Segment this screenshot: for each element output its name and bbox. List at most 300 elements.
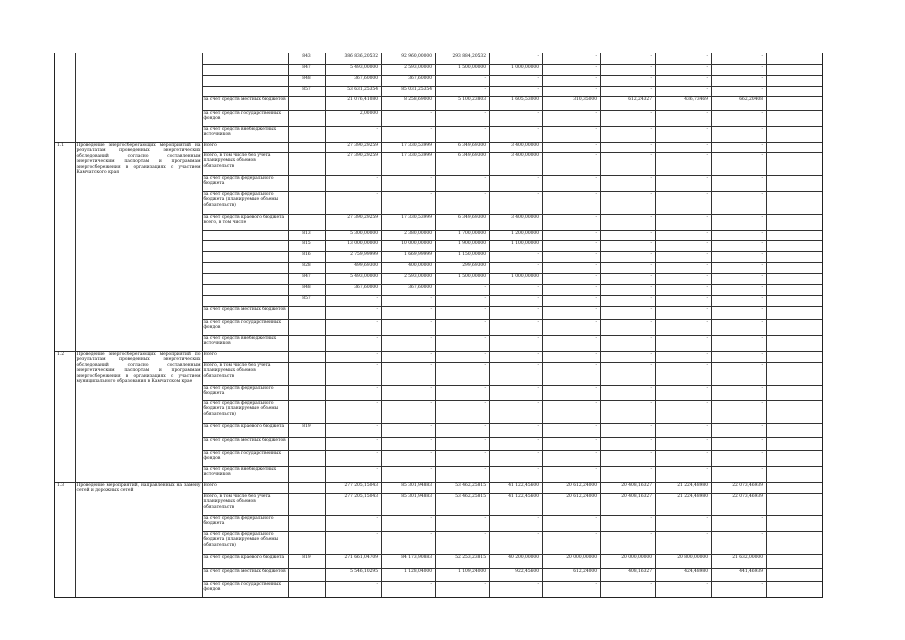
cell-value: - <box>537 451 539 456</box>
cell-value: - <box>595 153 597 158</box>
cell-value: - <box>537 582 539 587</box>
cell-value: 1 150,00000 <box>458 252 486 257</box>
cell-value: - <box>706 296 708 301</box>
cell-value: - <box>761 582 763 587</box>
budget-code: 828 <box>302 263 311 268</box>
funding-source-label: за счет средств федерального бюджета (планируемые объемы обязательств) <box>203 192 279 208</box>
cell-value: 6 349,69300 <box>458 215 486 220</box>
funding-source-label: за счет средств федерального бюджета <box>203 516 274 527</box>
cell-value: - <box>706 54 708 59</box>
cell-value: - <box>484 111 486 116</box>
cell-value: - <box>595 401 597 406</box>
cell-value: - <box>650 438 652 443</box>
cell-value: - <box>650 532 652 537</box>
cell-value: - <box>706 424 708 429</box>
cell-value: - <box>537 424 539 429</box>
cell-value: - <box>430 192 432 197</box>
funding-source-label: за счет средств местных бюджетов <box>203 438 286 443</box>
cell-value: - <box>761 424 763 429</box>
cell-value: 1 000,00000 <box>511 274 539 279</box>
funding-source-label: за счет средств государственных фондов <box>203 111 281 122</box>
cell-value: - <box>706 363 708 368</box>
cell-value: - <box>376 424 378 429</box>
cell-value: - <box>650 274 652 279</box>
cell-value: - <box>595 336 597 341</box>
cell-value: 13 000,00000 <box>347 241 378 246</box>
cell-value: - <box>650 467 652 472</box>
cell-value: 1 128,04000 <box>404 569 432 574</box>
cell-value: 10 000,00000 <box>401 241 432 246</box>
cell-value: 27 390,29259 <box>347 153 378 158</box>
cell-value: - <box>537 386 539 391</box>
cell-value: - <box>761 153 763 158</box>
cell-value: 5 546,10295 <box>350 569 378 574</box>
cell-value: - <box>650 87 652 92</box>
cell-value: 5 493,00000 <box>350 274 378 279</box>
cell-value: - <box>537 438 539 443</box>
funding-source-label: за счет средств внебюджетных источников <box>203 127 277 138</box>
cell-value: - <box>761 76 763 81</box>
cell-value: - <box>706 401 708 406</box>
cell-value: - <box>706 111 708 116</box>
funding-source-label: за счет средств государственных фондов <box>203 582 281 593</box>
cell-value: 386 836,20532 <box>344 54 378 59</box>
cell-value: - <box>650 401 652 406</box>
cell-value: 53 462,25815 <box>455 483 486 488</box>
cell-value: - <box>430 352 432 357</box>
cell-value: - <box>706 127 708 132</box>
cell-value: - <box>706 451 708 456</box>
cell-value: - <box>650 285 652 290</box>
cell-value: 20 408,16327 <box>621 494 652 499</box>
cell-value: 3 400,00000 <box>511 215 539 220</box>
cell-value: 922,45600 <box>515 569 539 574</box>
cell-value: 310,35000 <box>573 97 597 102</box>
cell-value: 22 073,46939 <box>732 483 763 488</box>
budget-code: 857 <box>302 296 311 301</box>
budget-code: 813 <box>302 231 311 236</box>
cell-value: - <box>595 516 597 521</box>
cell-value: 499,69300 <box>354 263 378 268</box>
cell-value: - <box>595 386 597 391</box>
cell-value: - <box>761 87 763 92</box>
cell-value: - <box>761 231 763 236</box>
cell-value: 5 493,00000 <box>350 65 378 70</box>
cell-value: 41 122,45600 <box>508 494 539 499</box>
cell-value: - <box>484 76 486 81</box>
cell-value: - <box>537 176 539 181</box>
cell-value: - <box>430 532 432 537</box>
cell-value: - <box>484 176 486 181</box>
cell-value: 27 390,29259 <box>347 143 378 148</box>
cell-value: 3 400,00000 <box>511 143 539 148</box>
cell-value: - <box>595 274 597 279</box>
cell-value: - <box>537 127 539 132</box>
funding-source-label: Всего <box>203 143 217 148</box>
cell-value: - <box>706 438 708 443</box>
cell-value: - <box>430 401 432 406</box>
cell-value: - <box>761 127 763 132</box>
cell-value: - <box>650 153 652 158</box>
cell-value: - <box>537 285 539 290</box>
cell-value: - <box>650 65 652 70</box>
cell-value: - <box>595 296 597 301</box>
cell-value: - <box>484 363 486 368</box>
cell-value: 21 224,48980 <box>677 494 708 499</box>
cell-value: 367,60000 <box>408 285 432 290</box>
cell-value: - <box>376 127 378 132</box>
cell-value: - <box>761 336 763 341</box>
cell-value: 367,60000 <box>354 76 378 81</box>
budget-code: 815 <box>302 241 311 246</box>
cell-value: - <box>484 192 486 197</box>
budget-code: 847 <box>302 65 311 70</box>
cell-value: - <box>484 438 486 443</box>
cell-value: - <box>650 424 652 429</box>
cell-value: - <box>706 192 708 197</box>
funding-source-label: за счет средств местных бюджетов <box>203 307 286 312</box>
cell-value: - <box>761 143 763 148</box>
cell-value: - <box>484 582 486 587</box>
cell-value: - <box>430 307 432 312</box>
cell-value: - <box>376 352 378 357</box>
cell-value: - <box>484 516 486 521</box>
cell-value: - <box>430 320 432 325</box>
cell-value: 85 301,94883 <box>401 483 432 488</box>
cell-value: - <box>650 76 652 81</box>
cell-value: - <box>376 467 378 472</box>
cell-value: - <box>761 467 763 472</box>
cell-value: - <box>650 386 652 391</box>
cell-value: - <box>537 467 539 472</box>
budget-code: 848 <box>302 76 311 81</box>
cell-value: - <box>706 263 708 268</box>
cell-value: - <box>430 363 432 368</box>
cell-value: - <box>761 192 763 197</box>
cell-value: - <box>706 87 708 92</box>
cell-value: - <box>761 451 763 456</box>
cell-value: - <box>650 143 652 148</box>
cell-value: 2 380,00000 <box>404 231 432 236</box>
budget-code: 843 <box>302 54 311 59</box>
cell-value: 367,60000 <box>408 76 432 81</box>
cell-value: - <box>761 386 763 391</box>
cell-value: - <box>595 424 597 429</box>
cell-value: - <box>537 363 539 368</box>
cell-value: - <box>376 336 378 341</box>
cell-value: - <box>537 192 539 197</box>
funding-source-label: Всего, в том числе без учета планируемых объемов обязательств <box>203 494 271 510</box>
cell-value: - <box>430 451 432 456</box>
cell-value: - <box>706 252 708 257</box>
cell-value: - <box>537 54 539 59</box>
cell-value: - <box>706 582 708 587</box>
cell-value: 5 100,23803 <box>458 97 486 102</box>
cell-value: - <box>537 252 539 257</box>
cell-value: - <box>430 111 432 116</box>
cell-value: - <box>376 582 378 587</box>
cell-value: 1 700,00000 <box>458 231 486 236</box>
cell-value: - <box>595 307 597 312</box>
cell-value: - <box>761 307 763 312</box>
cell-value: - <box>376 386 378 391</box>
cell-value: - <box>484 285 486 290</box>
cell-value: - <box>595 451 597 456</box>
cell-value: 277 205,15043 <box>344 494 378 499</box>
section-number: 1.1 <box>57 143 64 148</box>
cell-value: 2 593,00000 <box>404 65 432 70</box>
cell-value: - <box>537 532 539 537</box>
funding-source-label: Всего, в том числе без учета планируемых объемов обязательств <box>203 363 271 379</box>
cell-value: - <box>761 111 763 116</box>
cell-value: - <box>761 252 763 257</box>
budget-code: 819 <box>302 424 311 429</box>
cell-value: - <box>484 532 486 537</box>
cell-value: - <box>484 467 486 472</box>
cell-value: 1 000,00000 <box>511 65 539 70</box>
cell-value: 1 605,53000 <box>511 97 539 102</box>
cell-value: 1 109,24000 <box>458 569 486 574</box>
cell-value: - <box>430 516 432 521</box>
cell-value: - <box>430 386 432 391</box>
funding-source-label: за счет средств краевого бюджета <box>203 555 285 560</box>
cell-value: - <box>430 127 432 132</box>
cell-value: - <box>706 143 708 148</box>
cell-value: - <box>376 451 378 456</box>
cell-value: - <box>595 320 597 325</box>
cell-value: - <box>650 307 652 312</box>
cell-value: - <box>484 451 486 456</box>
funding-source-label: Всего <box>203 352 217 357</box>
funding-source-label: за счет средств местных бюджетов <box>203 97 286 102</box>
cell-value: - <box>537 307 539 312</box>
cell-value: - <box>761 65 763 70</box>
cell-value: - <box>761 516 763 521</box>
cell-value: - <box>595 192 597 197</box>
cell-value: 21 632,00000 <box>732 555 763 560</box>
cell-value: - <box>761 532 763 537</box>
cell-value: - <box>595 231 597 236</box>
funding-source-label: Всего <box>203 483 217 488</box>
cell-value: 17 330,53999 <box>401 215 432 220</box>
cell-value: - <box>650 363 652 368</box>
cell-value: - <box>706 231 708 236</box>
funding-source-label: за счет средств государственных фондов <box>203 451 281 462</box>
cell-value: - <box>650 231 652 236</box>
cell-value: - <box>650 176 652 181</box>
cell-value: - <box>650 352 652 357</box>
cell-value: - <box>376 176 378 181</box>
funding-source-label: за счет средств краевого бюджета всего, в том числе <box>203 215 285 226</box>
cell-value: - <box>430 438 432 443</box>
cell-value: 612,24000 <box>573 569 597 574</box>
cell-value: 20 612,24000 <box>566 494 597 499</box>
cell-value: 293 884,20532 <box>452 54 486 59</box>
cell-value: - <box>595 363 597 368</box>
funding-source-label: за счет средств краевого бюджета <box>203 424 285 429</box>
cell-value: - <box>650 320 652 325</box>
cell-value: 367,60000 <box>354 285 378 290</box>
cell-value: - <box>537 263 539 268</box>
cell-value: - <box>761 274 763 279</box>
cell-value: - <box>706 386 708 391</box>
cell-value: 20 000,00000 <box>621 555 652 560</box>
cell-value: - <box>537 87 539 92</box>
cell-value: 1 500,00000 <box>458 274 486 279</box>
cell-value: 53 631,25354 <box>347 87 378 92</box>
cell-value: 424,48980 <box>684 569 708 574</box>
cell-value: 85 301,94883 <box>401 494 432 499</box>
cell-value: 612,24327 <box>628 97 652 102</box>
cell-value: 21 224,48980 <box>677 483 708 488</box>
cell-value: - <box>537 336 539 341</box>
cell-value: 17 330,53999 <box>401 153 432 158</box>
cell-value: 1 500,00000 <box>458 65 486 70</box>
cell-value: - <box>595 54 597 59</box>
cell-value: - <box>595 438 597 443</box>
cell-value: 21 076,41080 <box>347 97 378 102</box>
cell-value: - <box>761 352 763 357</box>
cell-value: 20 800,00000 <box>677 555 708 560</box>
cell-value: - <box>484 296 486 301</box>
cell-value: 8 258,69000 <box>404 97 432 102</box>
cell-value: 1 200,00000 <box>511 231 539 236</box>
cell-value: - <box>430 336 432 341</box>
cell-value: - <box>761 363 763 368</box>
budget-code: 816 <box>302 252 311 257</box>
cell-value: 53 462,25815 <box>455 494 486 499</box>
budget-code: 847 <box>302 274 311 279</box>
cell-value: - <box>537 352 539 357</box>
cell-value: 17 330,53999 <box>401 143 432 148</box>
cell-value: - <box>650 215 652 220</box>
column-divider <box>75 53 76 597</box>
cell-value: 41 122,45600 <box>508 483 539 488</box>
cell-value: - <box>484 320 486 325</box>
cell-value: - <box>484 307 486 312</box>
cell-value: - <box>430 296 432 301</box>
cell-value: 20 000,00000 <box>566 555 597 560</box>
cell-value: - <box>484 127 486 132</box>
cell-value: - <box>706 336 708 341</box>
cell-value: 1 900,00000 <box>458 241 486 246</box>
cell-value: - <box>430 424 432 429</box>
cell-value: - <box>650 582 652 587</box>
cell-value: - <box>650 296 652 301</box>
cell-value: - <box>650 192 652 197</box>
cell-value: 2,00000 <box>359 111 378 116</box>
cell-value: - <box>761 215 763 220</box>
cell-value: - <box>484 386 486 391</box>
cell-value: - <box>706 274 708 279</box>
funding-source-label: за счет средств федерального бюджета <box>203 386 274 397</box>
cell-value: - <box>537 111 539 116</box>
cell-value: 20 612,24000 <box>566 483 597 488</box>
cell-value: 277 205,15043 <box>344 483 378 488</box>
cell-value: 5 300,00000 <box>350 231 378 236</box>
cell-value: 2 759,99999 <box>350 252 378 257</box>
cell-value: - <box>761 320 763 325</box>
cell-value: - <box>537 320 539 325</box>
cell-value: - <box>595 87 597 92</box>
cell-value: - <box>595 76 597 81</box>
cell-value: - <box>595 241 597 246</box>
cell-value: - <box>761 263 763 268</box>
cell-value: - <box>761 285 763 290</box>
cell-value: - <box>650 451 652 456</box>
cell-value: - <box>376 401 378 406</box>
cell-value: - <box>595 352 597 357</box>
cell-value: 436,73469 <box>684 97 708 102</box>
cell-value: 85 031,25354 <box>401 87 432 92</box>
cell-value: - <box>761 438 763 443</box>
cell-value: - <box>430 467 432 472</box>
cell-value: - <box>430 582 432 587</box>
cell-value: - <box>706 241 708 246</box>
cell-value: - <box>537 401 539 406</box>
cell-value: - <box>650 516 652 521</box>
cell-value: - <box>537 516 539 521</box>
cell-value: - <box>595 467 597 472</box>
cell-value: - <box>761 296 763 301</box>
cell-value: - <box>537 296 539 301</box>
section-number: 1.3 <box>57 483 64 488</box>
cell-value: 662,20408 <box>739 97 763 102</box>
cell-value: - <box>595 285 597 290</box>
cell-value: - <box>706 516 708 521</box>
cell-value: - <box>595 215 597 220</box>
budget-code: 848 <box>302 285 311 290</box>
cell-value: 271 661,04709 <box>344 555 378 560</box>
cell-value: 400,00000 <box>408 263 432 268</box>
funding-source-label: за счет средств государственных фондов <box>203 320 281 331</box>
funding-source-label: за счет средств федерального бюджета (планируемые объемы обязательств) <box>203 401 279 417</box>
cell-value: 27 390,29259 <box>347 215 378 220</box>
section-title: Проведение энергосберегающих мероприятий на результатам проведенных энергетических обследований согласно составленным энергетическим паспортам и программам энергосбережения в организациях с участием Камчатского края <box>76 143 201 176</box>
cell-value: 3 400,00000 <box>511 153 539 158</box>
cell-value: - <box>484 401 486 406</box>
cell-value: - <box>430 176 432 181</box>
cell-value: - <box>595 176 597 181</box>
cell-value: 40 200,00000 <box>508 555 539 560</box>
cell-value: - <box>484 87 486 92</box>
cell-value: - <box>706 320 708 325</box>
cell-value: - <box>376 532 378 537</box>
cell-value: - <box>761 54 763 59</box>
budget-code: 857 <box>302 87 311 92</box>
section-title: Проведение энергосберегающих мероприятий по результатам проведенных энергетических обследований согласно составленным энергетическим паспортам и программам энергосбережения в организациях с участием муниципального образования в Камчатском крае <box>76 352 201 385</box>
cell-value: 6 349,69300 <box>458 153 486 158</box>
cell-value: - <box>484 336 486 341</box>
funding-source-label: за счет средств федерального бюджета (планируемые объемы обязательств) <box>203 532 279 548</box>
cell-value: 52 253,23815 <box>455 555 486 560</box>
section-number: 1.2 <box>57 352 64 357</box>
budget-code: 819 <box>302 555 311 560</box>
cell-value: - <box>761 176 763 181</box>
cell-value: - <box>537 76 539 81</box>
cell-value: 299,69300 <box>462 263 486 268</box>
cell-value: - <box>376 363 378 368</box>
cell-value: - <box>706 176 708 181</box>
cell-value: - <box>595 252 597 257</box>
cell-value: - <box>376 438 378 443</box>
funding-source-label: за счет средств федерального бюджета <box>203 176 274 187</box>
cell-value: - <box>484 424 486 429</box>
cell-value: - <box>595 143 597 148</box>
cell-value: - <box>706 532 708 537</box>
funding-source-label: за счет средств местных бюджетов <box>203 569 286 574</box>
cell-value: - <box>595 127 597 132</box>
